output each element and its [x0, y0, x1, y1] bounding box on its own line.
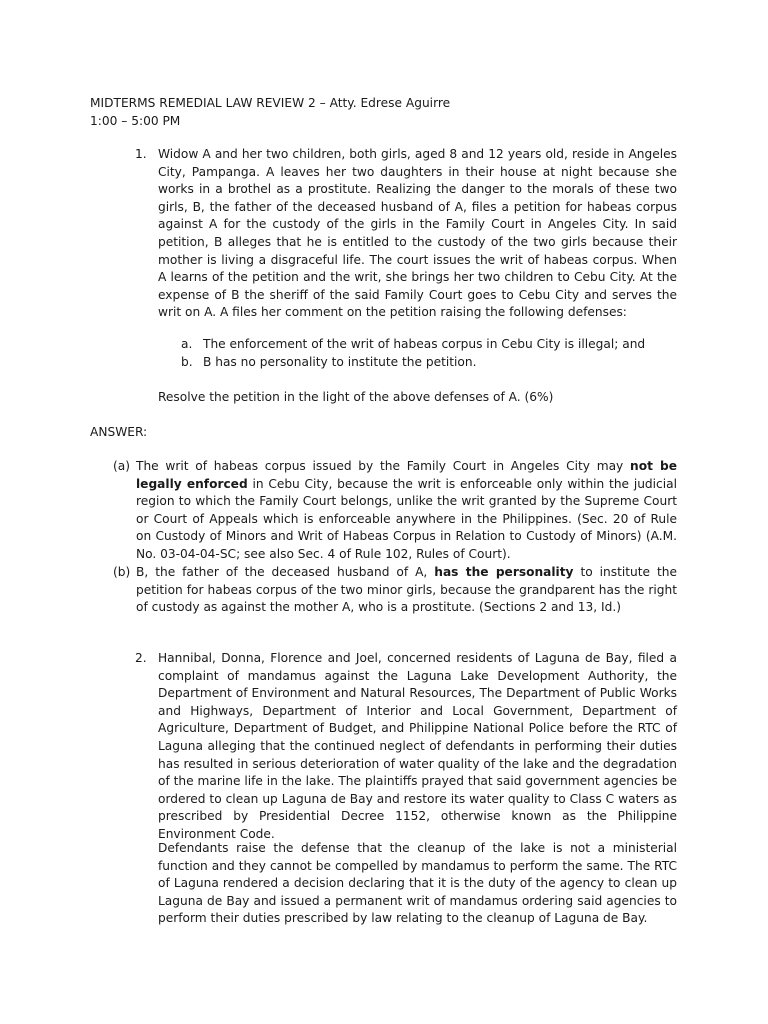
question-1 [135, 146, 677, 322]
document-header [90, 95, 450, 130]
answer-text [136, 458, 677, 564]
exam-title: MIDTERMS REMEDIAL LAW REVIEW 2 – Atty. Edrese Aguirre [90, 96, 451, 110]
answer-text-pre: The writ of habeas corpus issued by the Family Court in Angeles City may [136, 459, 631, 473]
question-number: 1. [135, 147, 147, 161]
question-2-continuation: Defendants raise the defense that the cleanup of the lake is not a ministerial function and they cannot be compelled by mandamus to perform the same. The RTC of Laguna rendered a decision declaring that it is the duty of the agency to clean up Laguna de Bay and issued a permanent writ of mandamus ordering said agencies to perform their duties prescribed by law relating to the cleanup of Laguna de Bay. [158, 841, 677, 926]
defense-text: B has no personality to institute the petition. [203, 354, 477, 369]
answer-emphasis: not be legally enforced [136, 459, 677, 491]
answer-text-post: in Cebu City, because the writ is enforceable only within the judicial region to which the Family Court belongs, unlike the writ granted by the Supreme Court or Court of Appeals which is enforceable anywhere in the Philippines. (Sec. 20 of Rule on Custody of Minors and Writ of Habeas Corpus in Relation to Custody of Minors) (A.M. No. 03-04-04-SC; see also Sec. 4 of Rule 102, Rules of Court). [136, 476, 677, 561]
defense-label: a. [181, 337, 193, 351]
question-text: Widow A and her two children, both girls, aged 8 and 12 years old, reside in Angeles City, Pampanga. A leaves her two daughters in their house at night because she works in a brothel as a prostitute. Realizing the danger to the morals of these two girls, B, the father of the deceased husband of A, files a petition for habeas corpus against A for the custody of the girls in the Family Court in Angeles City. In said petition, B alleges that he is entitled to the custody of the two girls because their mother is living a disgraceful life. The court issues the writ of habeas corpus. When A learns of the petition and the writ, she brings her two children to Cebu City. At the expense of B the sheriff of the said Family Court goes to Cebu City and serves the writ on A. A files her comment on the petition raising the following defenses: [158, 147, 677, 320]
question-2 [135, 650, 677, 844]
exam-time: 1:00 – 5:00 PM [90, 113, 181, 128]
question-text: Hannibal, Donna, Florence and Joel, concerned residents of Laguna de Bay, filed a complaint of mandamus against the Laguna Lake Development Authority, the Department of Environment and Natural Resources, The Department of Public Works and Highways, Department of Interior and Local Government, Department of Agriculture, Department of Budget, and Philippine National Police before the RTC of Laguna alleging that the continued neglect of defendants in performing their duties has resulted in serious deterioration of water quality of the lake and the degradation of the marine life in the lake. The plaintiffs prayed that said government agencies be ordered to clean up Laguna de Bay and restore its water quality to Class C waters as prescribed by Presidential Decree 1152, otherwise known as the Philippine Environment Code. [158, 651, 677, 841]
question-number: 2. [135, 651, 147, 665]
answer-text [136, 564, 677, 617]
answer-a [113, 458, 677, 564]
defense-label: b. [181, 354, 193, 369]
answer-text-post: to institute the petition for habeas corpus of the two minor girls, because the grandparent has the right of custody as against the mother A, who is a prostitute. (Sections 2 and 13, Id.) [136, 565, 678, 615]
answer-label: (a) [113, 459, 130, 473]
answer-emphasis: has the personality [434, 565, 574, 579]
answer-heading: ANSWER: [90, 425, 148, 439]
answer-label: (b) [113, 565, 131, 579]
defense-text: The enforcement of the writ of habeas corpus in Cebu City is illegal; and [203, 337, 646, 351]
answer-text-pre: B, the father of the deceased husband of A, [136, 565, 435, 579]
answer-b [113, 564, 677, 617]
question-instruction: Resolve the petition in the light of the above defenses of A. (6%) [158, 390, 554, 404]
